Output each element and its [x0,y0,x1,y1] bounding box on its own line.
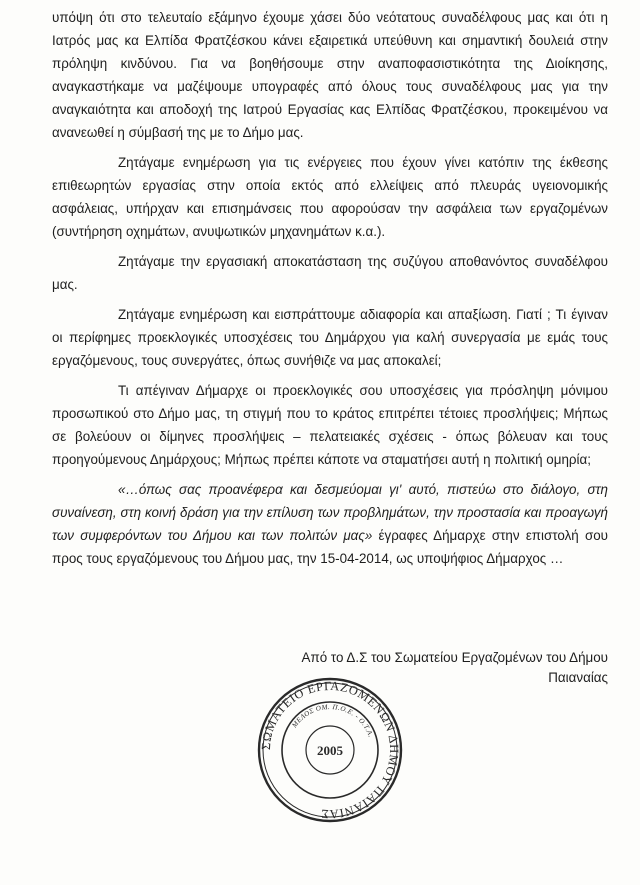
seal-inner-textpath: ΜΕΛΟΣ ΟΜ. Π.Ο.Ε. - Ο.Τ.Α. [290,702,375,739]
seal-year: 2005 [317,743,343,758]
seal-outer-textpath: ΣΩΜΑΤΕΙΟ ΕΡΓΑΖΟΜΕΝΩΝ ΔΗΜΟΥ ΠΑΙΑΝΙΑΣ [258,678,402,822]
seal-graphic [256,676,404,824]
paragraph-4: Ζητάγαμε ενημέρωση και εισπράττουμε αδιαφορία και απαξίωση. Γιατί ; Τι έγιναν οι περίφημες προεκλογικές υποσχέσεις του Δημάρχου για καλή συνεργασία με εμάς τους εργαζόμενους, τους συνεργάτες, όπως συνήθιζε να μας αποκαλεί; [52,307,608,368]
union-seal-stamp [256,676,404,824]
seal-inner-text [290,703,375,739]
quote-tail: έγραφες Δήμαρχε στην επιστολή σου προς τους εργαζόμενους του Δήμου μας, την 15-04-2014, ως υποψήφιος Δήμαρχος … [52,528,608,566]
paragraph-2: Ζητάγαμε ενημέρωση για τις ενέργειες που έχουν γίνει κατόπιν της έκθεσης επιθεωρητών εργασίας στην οποία εκτός από ελλείψεις από πλευράς υγειονομικής ασφάλειας, υπήρχαν και επισημάνσεις που αφορούσαν την ασφάλεια των εργαζομένων (συντήρηση οχημάτων, ανυψωτικών μηχανημάτων κ.α.). [52,155,608,239]
paragraph-5: Τι απέγιναν Δήμαρχε οι προεκλογικές σου υποσχέσεις για πρόσληψη μόνιμου προσωπικού στο Δήμο μας, τη στιγμή που το κράτος επιτρέπει τέτοιες προσλήψεις; Μήπως σε βολεύουν οι δίμηνες προσλήψεις – πελατειακές σχέσεις - όπως βόλευαν και τους προηγούμενους Δημάρχους; Μήπως πρέπει κάποτε να σταματήσει αυτή η πολιτική ομηρία; [52,383,608,467]
signature-line: Από το Δ.Σ του Σωματείου Εργαζομένων του Δήμου Παιαναίας [301,650,608,685]
paragraph-1: υπόψη ότι στο τελευταίο εξάμηνο έχουμε χάσει δύο νεότατους συναδέλφους μας και ότι η Ιατρός μας κα Ελπίδα Φρατζέσκου κάνει εξαιρετικά υπεύθυνη και σημαντική δουλειά στην πρόληψη κινδύνου. Για να βοηθήσουμε στην αναποφασιστικότητα της Διοίκησης, αναγκαστήκαμε να μαζέψουμε υπογραφές από όλους τους συναδέλφους μας για την αναγκαιότητα και αποδοχή της Ιατρού Εργασίας κας Ελπίδας Φρατζέσκου, προκειμένου να ανανεωθεί η σύμβασή της με το Δήμο μας. [52,10,608,140]
paragraph-quote [52,478,608,570]
letter-body [52,6,608,570]
quote-italic: «…όπως σας προανέφερα και δεσμεύομαι γι' αυτό, πιστεύω στο διάλογο, στη συναίνεση, στη κοινή δράση για την επίλυση των προβλημάτων, την προστασία και προαγωγή των συμφερόντων του Δήμου και των πολιτών μας» [52,482,608,543]
paragraph-3: Ζητάγαμε την εργασιακή αποκατάσταση της συζύγου αποθανόντος συναδέλφου μας. [52,254,608,292]
